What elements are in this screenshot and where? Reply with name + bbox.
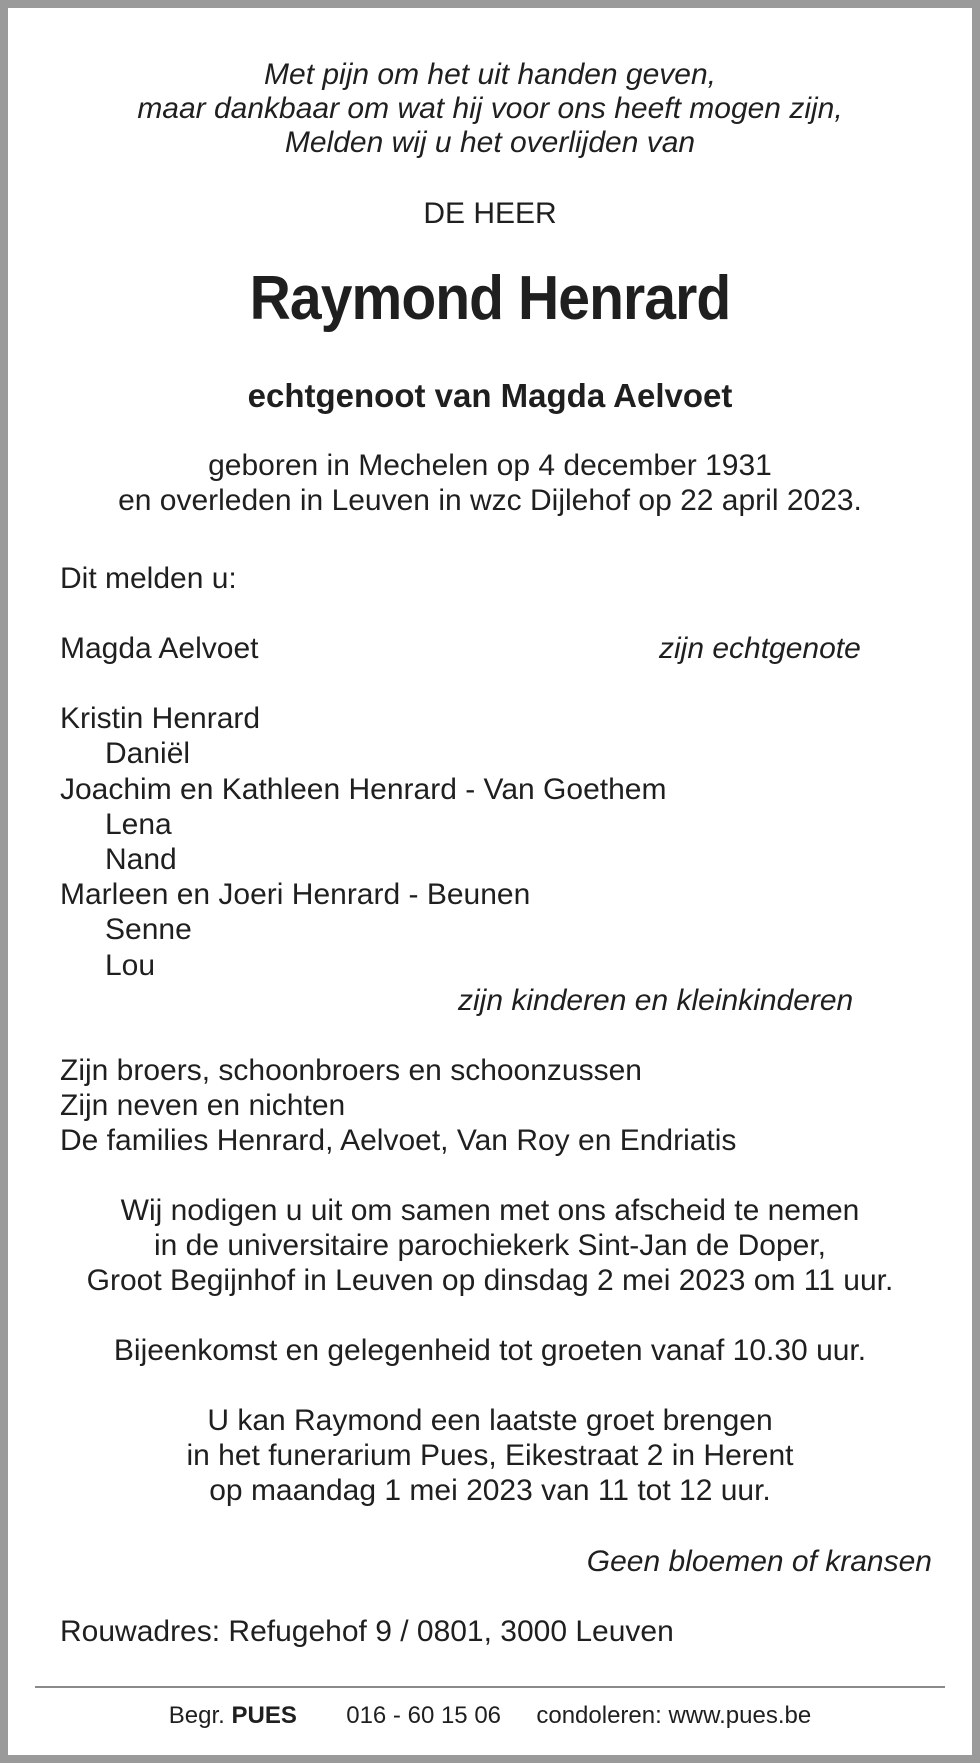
gathering-line: Bijeenkomst en gelegenheid tot groeten vanaf 10.30 uur. [113, 1334, 867, 1367]
no-flowers-note: Geen bloemen of kransen [586, 1545, 932, 1578]
intro-line-3: Melden wij u het overlijden van [284, 126, 696, 159]
intro-line-1: Met pijn om het uit handen geven, [264, 58, 716, 91]
grandchild-name: Daniël [105, 737, 191, 770]
others-line: De families Henrard, Aelvoet, Van Roy en Endriatis [60, 1124, 737, 1157]
invitation-line: Groot Begijnhof in Leuven op dinsdag 2 mei 2023 om 11 uur. [86, 1264, 894, 1297]
child-name: Joachim en Kathleen Henrard - Van Goethem [60, 773, 667, 806]
spouse-name: Magda Aelvoet [60, 632, 259, 665]
spouse-relation: zijn echtgenote [659, 632, 861, 665]
spouse-line: echtgenoot van Magda Aelvoet [247, 377, 733, 414]
footer-divider [35, 1686, 945, 1688]
visit-line: U kan Raymond een laatste groet brengen [207, 1404, 773, 1437]
visit-line: op maandag 1 mei 2023 van 11 tot 12 uur. [209, 1474, 771, 1507]
grandchild-name: Lou [105, 949, 156, 982]
child-name: Kristin Henrard [60, 702, 261, 735]
deceased-name: Raymond Henrard [249, 264, 731, 333]
invitation-line: Wij nodigen u uit om samen met ons afscheid te nemen [120, 1194, 860, 1227]
others-line: Zijn neven en nichten [60, 1089, 346, 1122]
honorific-title: DE HEER [423, 197, 557, 230]
grandchild-name: Lena [105, 808, 172, 841]
others-line: Zijn broers, schoonbroers en schoonzussen [60, 1054, 642, 1087]
footer-prefix: Begr. [168, 1702, 225, 1729]
grandchild-name: Nand [105, 843, 177, 876]
footer-condolences[interactable]: condoleren: www.pues.be [536, 1702, 812, 1729]
footer-phone: 016 - 60 15 06 [346, 1702, 502, 1729]
children-relation: zijn kinderen en kleinkinderen [458, 984, 854, 1017]
obituary-card [11, 11, 969, 1752]
invitation-line: in de universitaire parochiekerk Sint-Jan de Doper, [153, 1229, 827, 1262]
intro-line-2: maar dankbaar om wat hij voor ons heeft mogen zijn, [137, 92, 843, 125]
child-name: Marleen en Joeri Henrard - Beunen [60, 878, 531, 911]
footer [13, 1702, 967, 1730]
mourning-address: Rouwadres: Refugehof 9 / 0801, 3000 Leuven [60, 1615, 674, 1648]
funeral-company: PUES [231, 1702, 297, 1729]
death-line: en overleden in Leuven in wzc Dijlehof op 22 april 2023. [118, 484, 862, 517]
birth-line: geboren in Mechelen op 4 december 1931 [208, 449, 772, 482]
grandchild-name: Senne [105, 913, 192, 946]
visit-line: in het funerarium Pues, Eikestraat 2 in Herent [186, 1439, 794, 1472]
announce-label: Dit melden u: [60, 562, 237, 595]
